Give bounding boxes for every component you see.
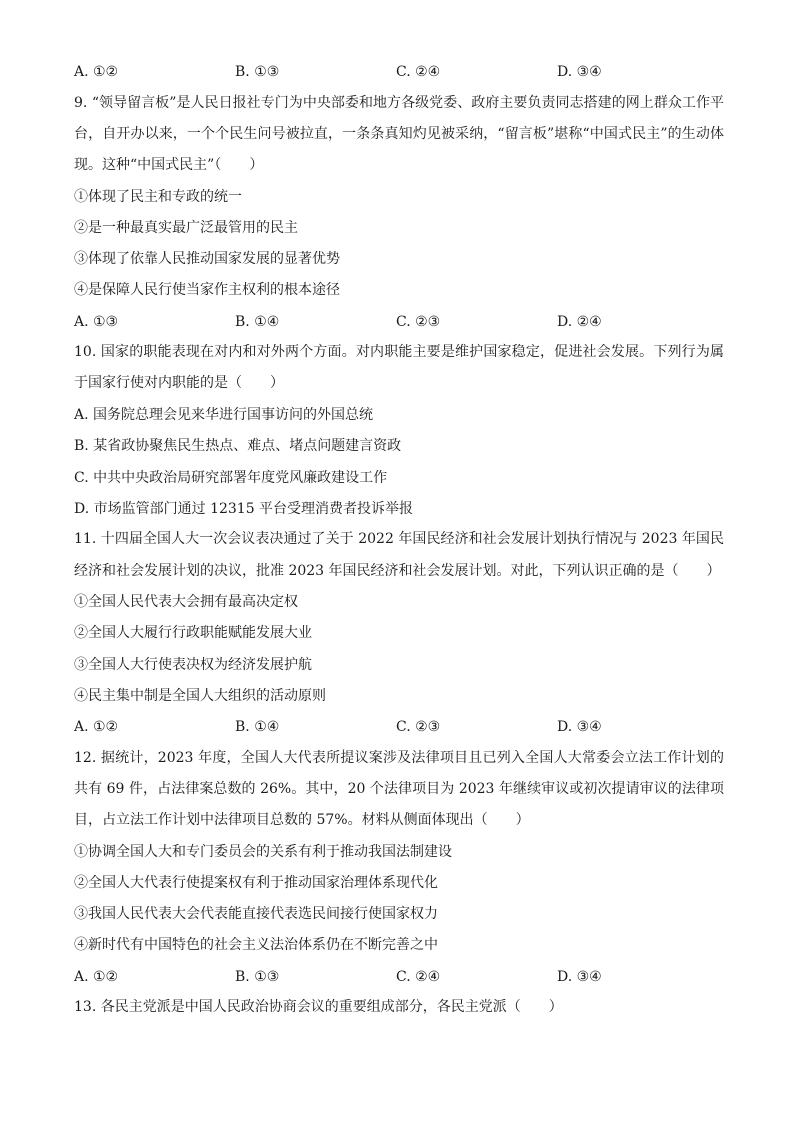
q11-statement-1: ①全国人民代表大会拥有最高决定权 [74,594,298,611]
q12-option-c: C. ②④ [396,968,441,985]
q12-statement-2: ②全国人大代表行使提案权有利于推动国家治理体系现代化 [74,875,438,892]
q10-option-d: D. 市场监管部门通过 12315 平台受理消费者投诉举报 [74,500,414,517]
q9-option-b: B. ①④ [235,313,280,330]
q10-option-c: C. 中共中央政治局研究部署年度党风廉政建设工作 [74,469,388,486]
q11-options [74,717,724,737]
q11-statement-4: ④民主集中制是全国人大组织的活动原则 [74,687,326,704]
q8-option-b: B. ①③ [235,64,280,80]
q12-statement-4: ④新时代有中国特色的社会主义法治体系仍在不断完善之中 [74,937,438,954]
q9-option-d: D. ②④ [557,313,602,330]
q11-stem: 11. 十四届全国人大一次会议表决通过了关于 2022 年国民经济和社会发展计划执行情况与 2023 年国民经济和社会发展计划的决议，批准 2023 年国民经济和社会发展计划。对此，下列认识正确的是（ ） [74,531,724,579]
q12-option-d: D. ③④ [557,968,602,985]
q9-option-c: C. ②③ [396,313,441,330]
exam-page [74,62,724,1029]
q12-option-a: A. ①② [74,968,119,985]
q12-statement-1: ①协调全国人大和专门委员会的关系有利于推动我国法制建设 [74,843,452,860]
q9-statement-1: ①体现了民主和专政的统一 [74,188,242,205]
q12-statement-3: ③我国人民代表大会代表能直接代表选民间接行使国家权力 [74,906,438,923]
q11-option-c: C. ②③ [396,719,441,736]
q8-option-c: C. ②④ [396,64,441,80]
q9-stem: 9. “领导留言板”是人民日报社专门为中央部委和地方各级党委、政府主要负责同志搭建的网上群众工作平台，自开办以来，一个个民生问号被拉直，一条条真知灼见被采纳，“留言板”堪称“中国式民主”的生动体现。这种“中国式民主”（ ） [74,94,724,173]
q10-option-b: B. 某省政协聚焦民生热点、难点、堵点问题建言资政 [74,438,402,455]
q8-option-a: A. ①② [74,64,119,80]
q12-stem: 12. 据统计，2023 年度，全国人大代表所提议案涉及法律项目且已列入全国人大常委会立法工作计划的共有 69 件，占法律案总数的 26%。其中，20 个法律项目为 2023 年继续审议或初次提请审议的法律项目，占立法工作计划中法律项目总数的 57%。材料从侧面体现出（ ） [74,749,724,829]
q11-option-b: B. ①④ [235,719,280,736]
q11-option-a: A. ①② [74,719,119,736]
q10-stem: 10. 国家的职能表现在对内和对外两个方面。对内职能主要是维护国家稳定，促进社会发展。下列行为属于国家行使对内职能的是（ ） [74,344,724,392]
q11-statement-3: ③全国人大行使表决权为经济发展护航 [74,656,312,673]
q12-option-b: B. ①③ [235,968,280,985]
q9-option-a: A. ①③ [74,313,119,330]
q8-option-d: D. ③④ [557,64,602,80]
q8-options [74,62,724,82]
q9-statement-2: ②是一种最真实最广泛最管用的民主 [74,219,298,236]
q9-options [74,312,724,332]
q10-option-a: A. 国务院总理会见来华进行国事访问的外国总统 [74,407,374,424]
q9-statement-3: ③体现了依靠人民推动国家发展的显著优势 [74,251,340,268]
q11-statement-2: ②全国人大履行行政职能赋能发展大业 [74,625,312,642]
q11-option-d: D. ③④ [557,719,602,736]
q13-stem: 13. 各民主党派是中国人民政治协商会议的重要组成部分，各民主党派（ ） [74,999,563,1016]
q12-options [74,967,724,987]
q9-statement-4: ④是保障人民行使当家作主权利的根本途径 [74,282,340,299]
